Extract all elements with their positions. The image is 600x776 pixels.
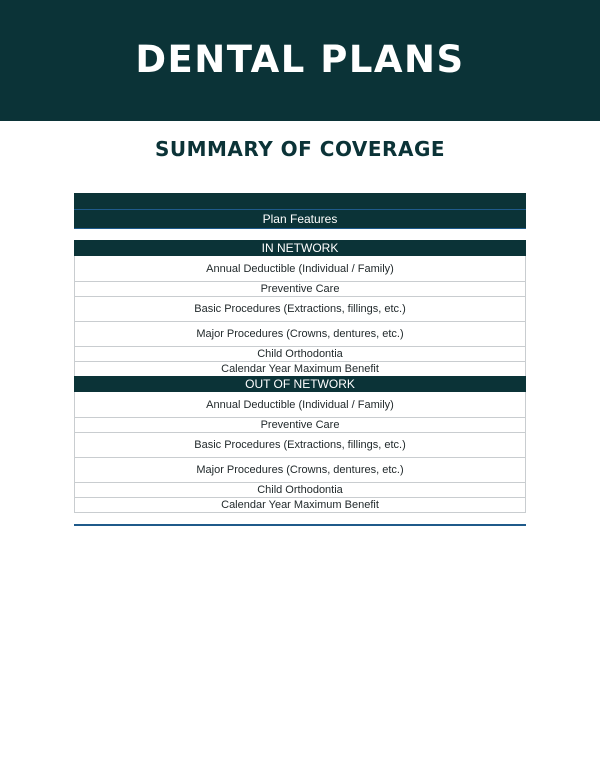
- table-row: Basic Procedures (Extractions, fillings, etc.): [74, 297, 526, 322]
- table-bottom-rule: [74, 524, 526, 526]
- table-header: Plan Features: [74, 210, 526, 229]
- table-row: Calendar Year Maximum Benefit: [74, 362, 526, 376]
- table-row: Major Procedures (Crowns, dentures, etc.): [74, 458, 526, 483]
- page-subtitle: SUMMARY OF COVERAGE: [154, 137, 446, 161]
- table-row: Basic Procedures (Extractions, fillings, etc.): [74, 433, 526, 458]
- table-top-bar: [74, 193, 526, 210]
- section-header-out-of-network: OUT OF NETWORK: [74, 376, 526, 392]
- page-title: DENTAL PLANS: [135, 38, 465, 81]
- table-row: Child Orthodontia: [74, 347, 526, 362]
- header-banner: [0, 0, 600, 121]
- section-header-in-network: IN NETWORK: [74, 240, 526, 256]
- table-row: Annual Deductible (Individual / Family): [74, 392, 526, 418]
- table-row: Child Orthodontia: [74, 483, 526, 498]
- table-row: Preventive Care: [74, 282, 526, 297]
- table-row: Annual Deductible (Individual / Family): [74, 256, 526, 282]
- table-row: Preventive Care: [74, 418, 526, 433]
- table-row: Major Procedures (Crowns, dentures, etc.): [74, 322, 526, 347]
- table-row: Calendar Year Maximum Benefit: [74, 498, 526, 513]
